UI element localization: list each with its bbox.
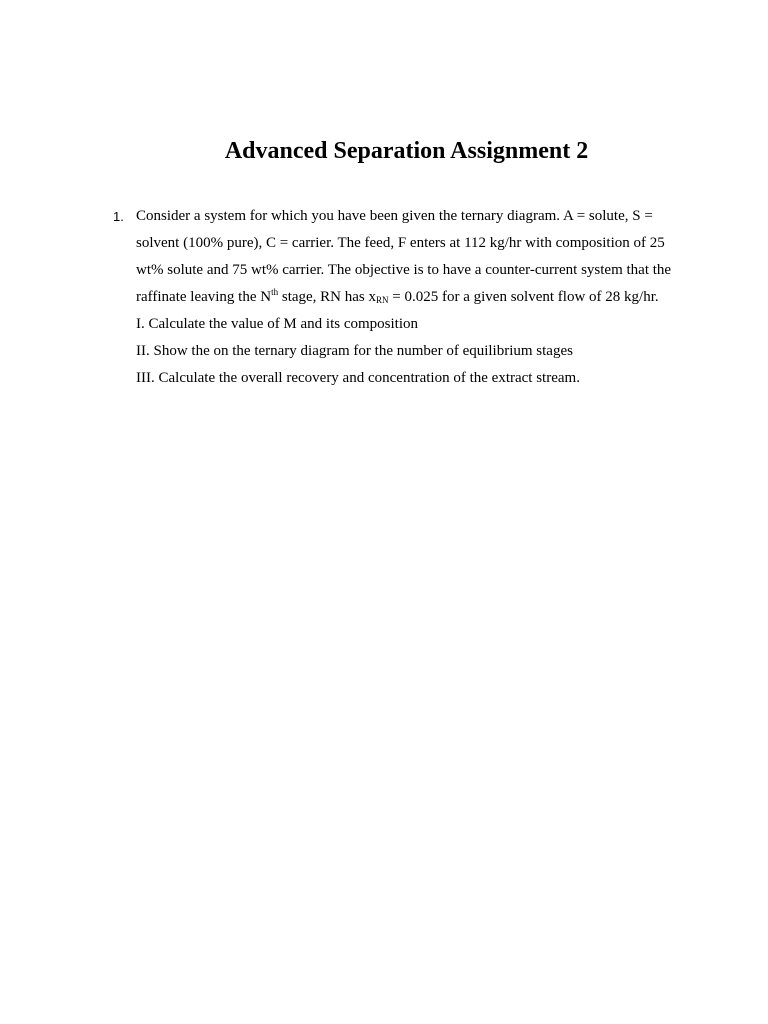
question-line-1: Consider a system for which you have been given the ternary diagram. A = solute, S =: [136, 208, 653, 224]
superscript-th: th: [271, 287, 279, 298]
question-line-3: wt% solute and 75 wt% carrier. The objective is to have a counter-current system that the: [136, 262, 672, 278]
question-body: [136, 203, 681, 392]
subpart-2: II. Show the on the ternary diagram for the number of equilibrium stages: [136, 343, 573, 359]
subscript-rn: RN: [376, 295, 389, 306]
question-line-4-part3: = 0.025 for a given solvent flow of 28 kg/hr.: [388, 289, 659, 305]
question-line-4: [136, 284, 681, 311]
question-line-4-part1: raffinate leaving the N: [136, 289, 272, 305]
subpart-1: I. Calculate the value of M and its composition: [136, 316, 419, 332]
question-line-2: solvent (100% pure), C = carrier. The feed, F enters at 112 kg/hr with composition of 25: [136, 235, 665, 251]
subpart-3: III. Calculate the overall recovery and concentration of the extract stream.: [136, 370, 580, 386]
question-number: 1.: [113, 209, 124, 224]
question-line-4-part2: stage, RN has x: [278, 289, 377, 305]
page-title: Advanced Separation Assignment 2: [224, 138, 589, 164]
